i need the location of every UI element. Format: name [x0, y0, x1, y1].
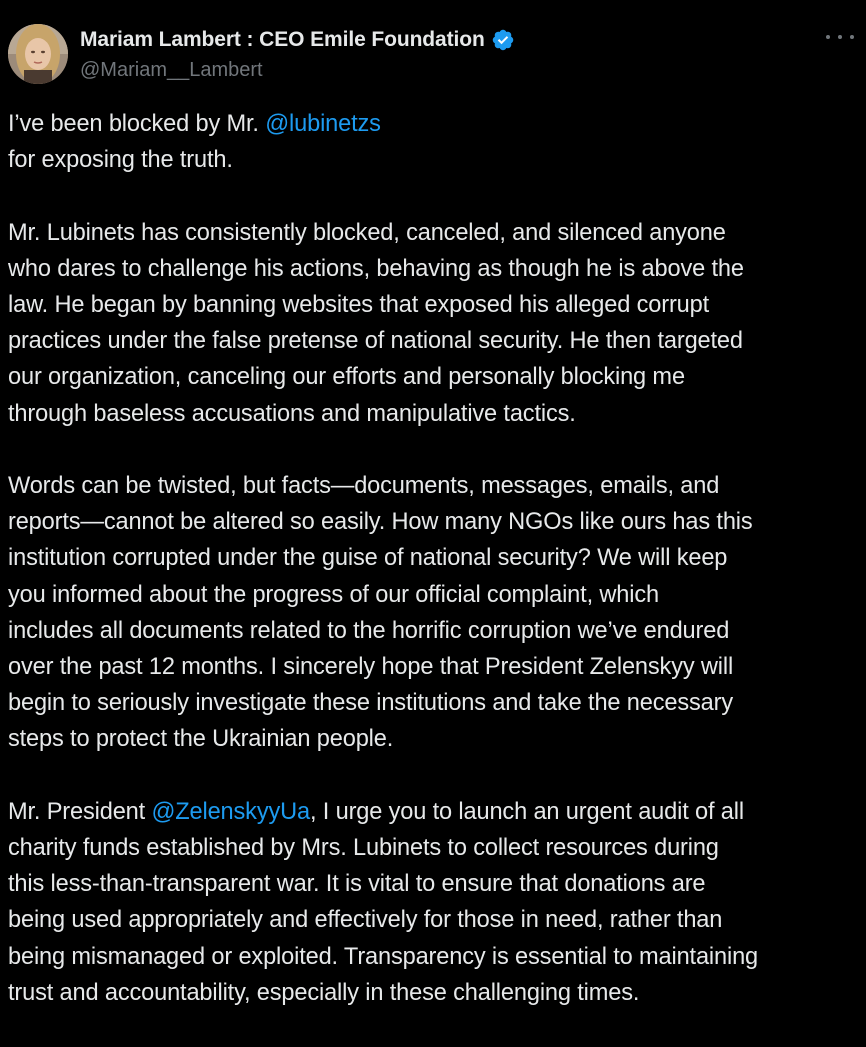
tweet-text	[8, 106, 860, 1047]
tweet-line: who dares to challenge his actions, behaving as though he is above the	[8, 255, 744, 282]
tweet-line: institution corrupted under the guise of national security? We will keep	[8, 545, 728, 572]
tweet-line: you informed about the progress of our official complaint, which	[8, 581, 659, 608]
tweet-line: includes all documents related to the horrific corruption we’ve endured	[8, 617, 730, 644]
author-handle[interactable]: @Mariam__Lambert	[80, 59, 263, 81]
avatar[interactable]	[8, 24, 68, 84]
tweet-line: reports—cannot be altered so easily. How many NGOs like ours has this	[8, 509, 753, 536]
tweet-line	[8, 794, 860, 830]
name-row	[80, 26, 800, 54]
tweet-line: for exposing the truth.	[8, 147, 233, 174]
tweet-line: charity funds established by Mrs. Lubinets to collect resources during	[8, 835, 719, 862]
tweet-line: begin to seriously investigate these institutions and take the necessary	[8, 690, 733, 717]
tweet-paragraph-1	[8, 106, 860, 178]
tweet-line: practices under the false pretense of national security. He then targeted	[8, 328, 743, 355]
tweet-paragraph-2	[8, 215, 860, 432]
avatar-image	[8, 24, 68, 84]
tweet-line: being mismanaged or exploited. Transparency is essential to maintaining	[8, 943, 759, 970]
author-display-name[interactable]: Mariam Lambert : CEO Emile Foundation	[80, 28, 485, 51]
tweet-line: Words can be twisted, but facts—documents, messages, emails, and	[8, 473, 720, 499]
more-options-icon[interactable]	[826, 26, 854, 48]
tweet-paragraph-4	[8, 794, 860, 1011]
tweet-text-span: I’ve been blocked by Mr.	[8, 111, 266, 137]
tweet-line: trust and accountability, especially in these challenging times.	[8, 979, 640, 1006]
mention-link-lubinetzs[interactable]: @lubinetzs	[265, 111, 381, 137]
tweet-line: being used appropriately and effectively for those in need, rather than	[8, 907, 723, 934]
author-info	[80, 26, 800, 83]
tweet-line: through baseless accusations and manipulative tactics.	[8, 400, 576, 427]
tweet-line: Mr. Lubinets has consistently blocked, canceled, and silenced anyone	[8, 219, 726, 246]
tweet-line: this less-than-transparent war. It is vital to ensure that donations are	[8, 871, 706, 898]
tweet-header	[0, 0, 866, 100]
mention-link-zelenskyyua[interactable]: @ZelenskyyUa	[151, 798, 310, 825]
tweet-paragraph-3	[8, 468, 860, 758]
tweet-line: our organization, canceling our efforts and personally blocking me	[8, 364, 685, 391]
tweet-line: law. He began by banning websites that exposed his alleged corrupt	[8, 292, 709, 318]
tweet-text-span: , I urge you to launch an urgent audit of all	[309, 798, 744, 825]
tweet-line: over the past 12 months. I sincerely hope that President Zelenskyy will	[8, 654, 734, 681]
tweet-line	[8, 106, 860, 142]
tweet-text-span: Mr. President	[8, 798, 152, 825]
tweet-line: steps to protect the Ukrainian people.	[8, 726, 394, 753]
verified-badge-icon[interactable]	[491, 28, 515, 52]
